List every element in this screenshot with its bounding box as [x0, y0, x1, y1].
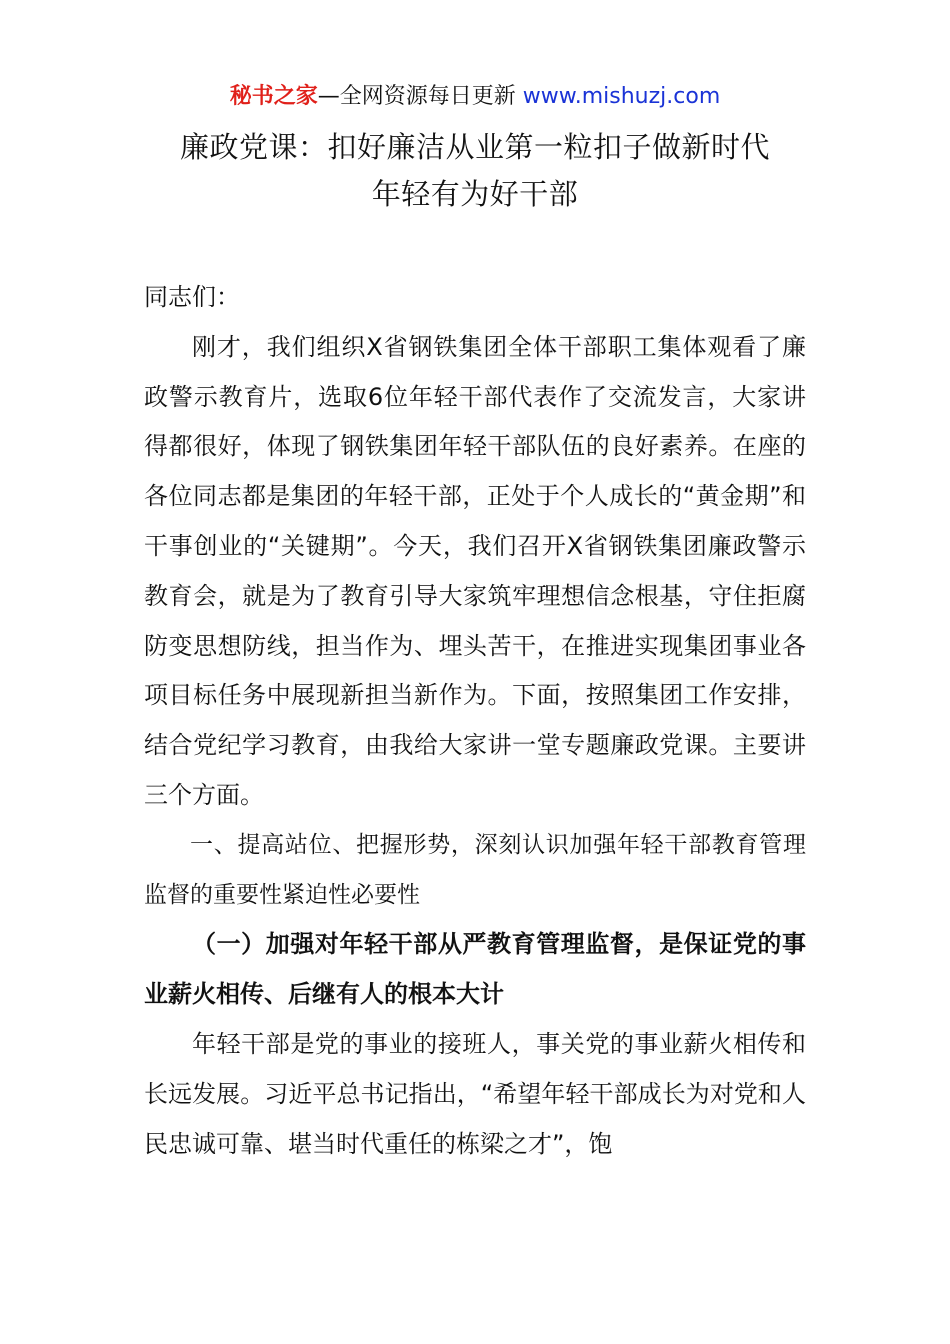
site-url-link[interactable]: www.mishuzj.com: [522, 84, 721, 109]
body-paragraph-1: 刚才，我们组织X省钢铁集团全体干部职工集体观看了廉政警示教育片，选取6位年轻干部代表作了交流发言，大家讲得都很好，体现了钢铁集团年轻干部队伍的良好素养。在座的各位同志都是集团的年轻干部，正处于个人成长的“黄金期”和干事创业的“关键期”。今天，我们召开X省钢铁集团廉政警示教育会，就是为了教育引导大家筑牢理想信念根基，守住拒腐防变思想防线，担当作为、埋头苦干，在推进实现集团事业各项目标任务中展现新担当新作为。下面，按照集团工作安排，结合党纪学习教育，由我给大家讲一堂专题廉政党课。主要讲三个方面。: [144, 332, 806, 809]
document-body: [144, 273, 806, 1169]
salutation: 同志们：: [144, 283, 240, 311]
document-title: [0, 124, 950, 218]
title-line-2: 年轻有为好干部: [371, 177, 579, 211]
site-name: 秘书之家: [229, 84, 318, 109]
site-header: [0, 82, 950, 112]
subsection-heading-1: （一）加强对年轻干部从严教育管理监督，是保证党的事业薪火相传、后继有人的根本大计: [144, 930, 806, 1009]
section-heading-1: 一、提高站位、把握形势，深刻认识加强年轻干部教育管理监督的重要性紧迫性必要性: [144, 831, 806, 908]
site-tagline: —全网资源每日更新: [317, 84, 516, 109]
body-paragraph-2: 年轻干部是党的事业的接班人，事关党的事业薪火相传和长远发展。习近平总书记指出，“希望年轻干部成长为对党和人民忠诚可靠、堪当时代重任的栋梁之才”，饱: [144, 1029, 806, 1158]
title-line-1: 廉政党课：扣好廉洁从业第一粒扣子做新时代: [179, 130, 770, 164]
